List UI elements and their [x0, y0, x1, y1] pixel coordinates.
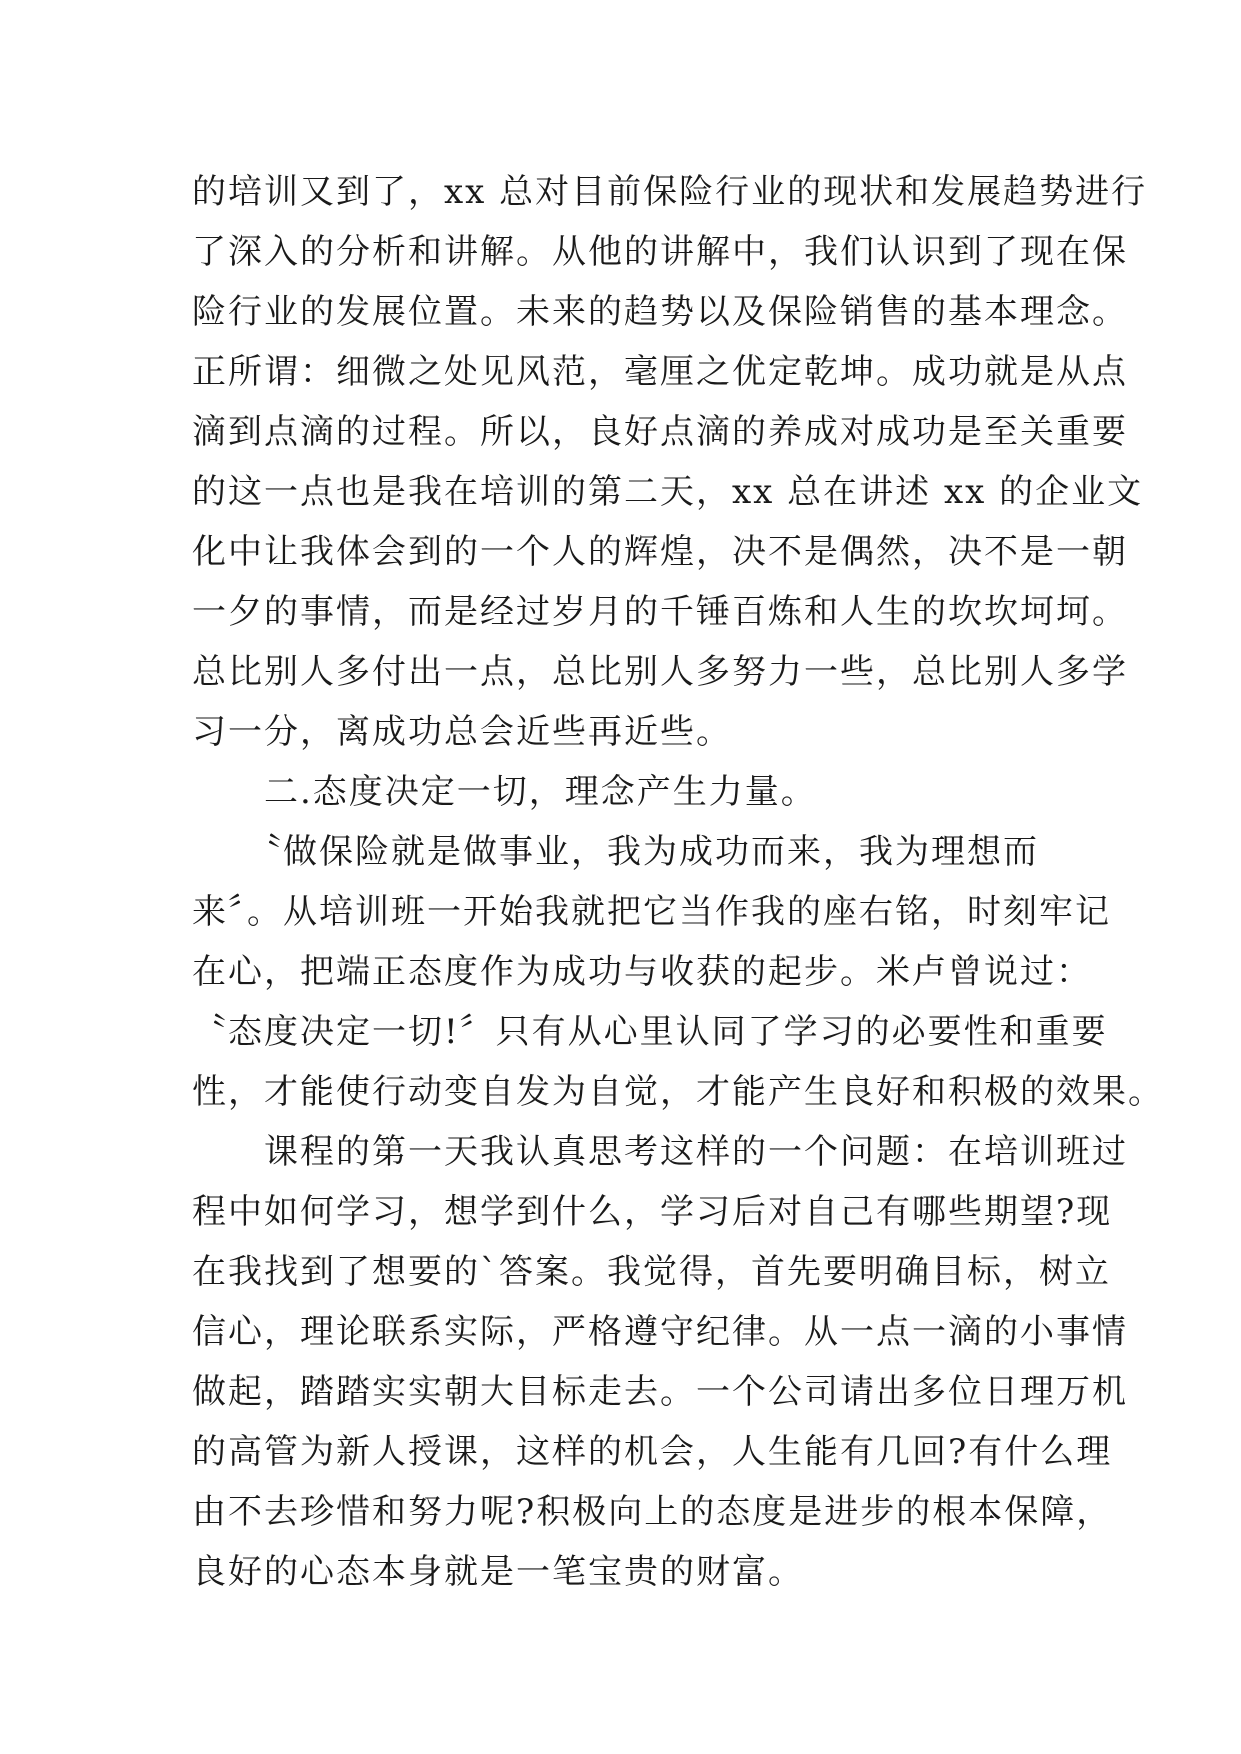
- text-line: 的这一点也是我在培训的第二天，xx 总在讲述 xx 的企业文: [192, 472, 1144, 512]
- text-line: 信心，理论联系实际，严格遵守纪律。从一点一滴的小事情: [192, 1312, 1128, 1352]
- text-line: 由不去珍惜和努力呢?积极向上的态度是进步的根本保障，: [192, 1492, 1113, 1532]
- text-line: 的高管为新人授课，这样的机会，人生能有几回?有什么理: [192, 1432, 1113, 1472]
- text-line: 在心，把端正态度作为成功与收获的起步。米卢曾说过：: [192, 952, 1092, 992]
- text-line: 做起，踏踏实实朝大目标走去。一个公司请出多位日理万机: [192, 1372, 1128, 1412]
- text-line: 在我找到了想要的`答案。我觉得，首先要明确目标，树立: [192, 1252, 1111, 1292]
- text-line: 习一分，离成功总会近些再近些。: [192, 712, 732, 752]
- document-body: [192, 162, 1164, 1602]
- text-line: 险行业的发展位置。未来的趋势以及保险销售的基本理念。: [192, 292, 1128, 332]
- text-line: 正所谓：细微之处见风范，毫厘之优定乾坤。成功就是从点: [192, 352, 1128, 392]
- text-line: 化中让我体会到的一个人的辉煌，决不是偶然，决不是一朝: [192, 532, 1128, 572]
- text-line: 课程的第一天我认真思考这样的一个问题：在培训班过: [192, 1132, 1128, 1172]
- text-line: 一夕的事情，而是经过岁月的千锤百炼和人生的坎坎坷坷。: [192, 592, 1128, 632]
- text-line: 了深入的分析和讲解。从他的讲解中，我们认识到了现在保: [192, 232, 1128, 272]
- section-heading: 二.态度决定一切，理念产生力量。: [192, 772, 817, 812]
- text-line: 程中如何学习，想学到什么，学习后对自己有哪些期望?现: [192, 1192, 1113, 1232]
- text-line: 〝做保险就是做事业，我为成功而来，我为理想而: [192, 832, 1039, 872]
- text-line: 的培训又到了，xx 总对目前保险行业的现状和发展趋势进行: [192, 172, 1148, 212]
- text-line: 〝态度决定一切!〞只有从心里认同了学习的必要性和重要: [192, 1012, 1108, 1052]
- text-line: 性，才能使行动变自发为自觉，才能产生良好和积极的效果。: [192, 1072, 1164, 1112]
- text-line: 来〞。从培训班一开始我就把它当作我的座右铭，时刻牢记: [192, 892, 1111, 932]
- text-line: 滴到点滴的过程。所以，良好点滴的养成对成功是至关重要: [192, 412, 1128, 452]
- text-line: 良好的心态本身就是一笔宝贵的财富。: [192, 1552, 804, 1592]
- text-line: 总比别人多付出一点，总比别人多努力一些，总比别人多学: [192, 652, 1128, 692]
